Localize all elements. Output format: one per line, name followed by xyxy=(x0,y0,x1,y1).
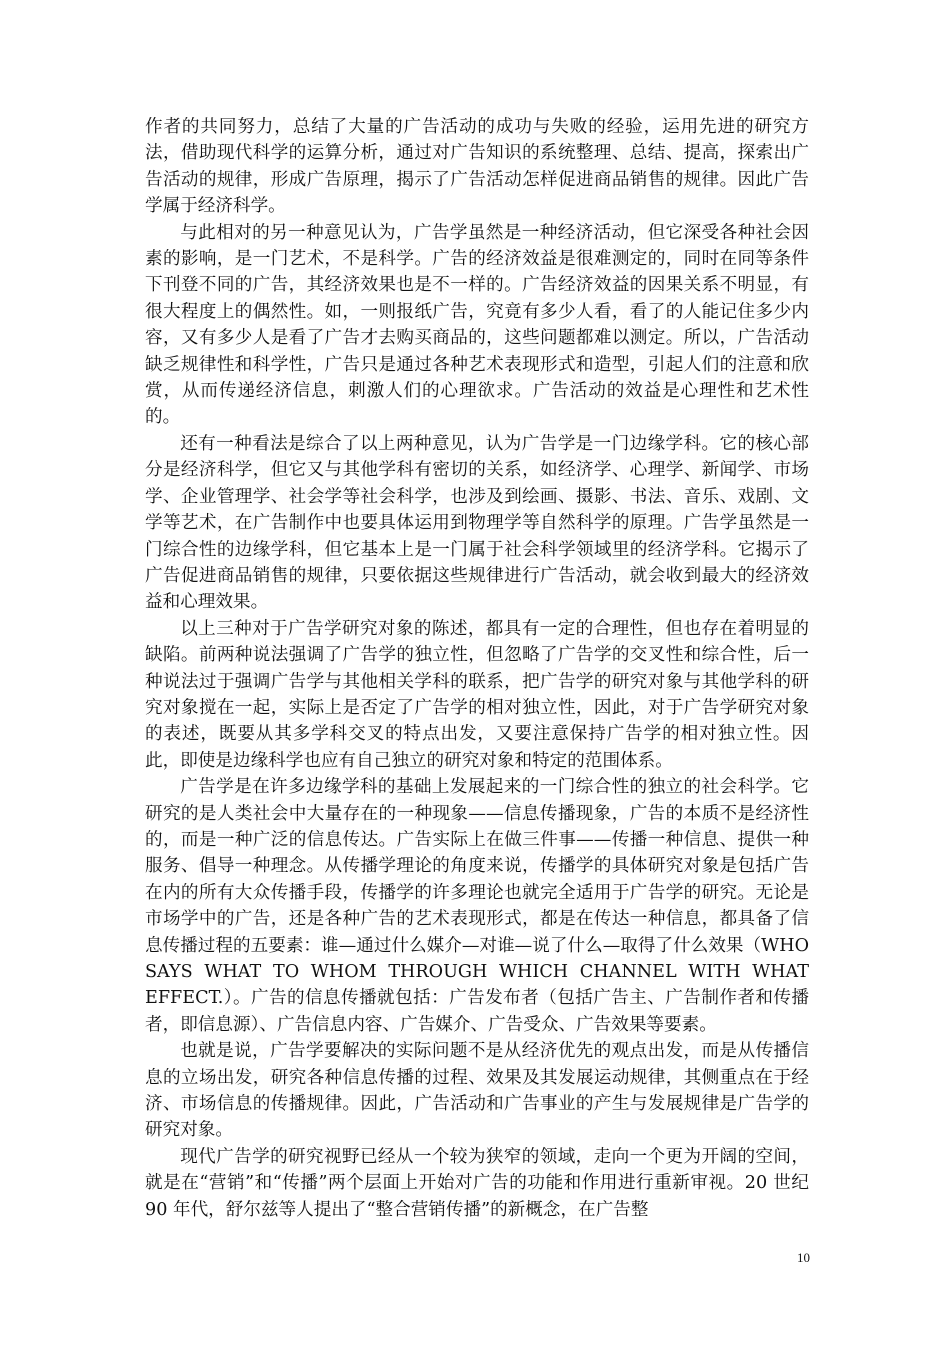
paragraph-1: 作者的共同努力，总结了大量的广告活动的成功与失败的经验，运用先进的研究方法，借助现代科学的运算分析，通过对广告知识的系统整理、总结、提高，探索出广告活动的规律，形成广告原理，揭示了广告活动怎样促进商品销售的规律。因此广告学属于经济科学。 xyxy=(145,117,809,217)
paragraph-4: 以上三种对于广告学研究对象的陈述，都具有一定的合理性，但也存在着明显的缺陷。前两种说法强调了广告学的独立性，但忽略了广告学的交叉性和综合性，后一种说法过于强调广告学与其他相关学科的联系，把广告学的研究对象与其他学科的研究对象搅在一起，实际上是否定了广告学的相对独立性，因此，对于广告学研究对象的表述，既要从其多学科交叉的特点出发，又要注意保持广告学的相对独立性。因此，即使是边缘科学也应有自己独立的研究对象和特定的范围体系。 xyxy=(145,618,809,771)
body-text xyxy=(145,114,809,1223)
paragraph-6: 也就是说，广告学要解决的实际问题不是从经济优先的观点出发，而是从传播信息的立场出发，研究各种信息传播的过程、效果及其发展运动规律，其侧重点在于经济、市场信息的传播规律。因此，广告活动和广告事业的产生与发展规律是广告学的研究对象。 xyxy=(145,1041,809,1141)
paragraph-3: 还有一种看法是综合了以上两种意见，认为广告学是一门边缘学科。它的核心部分是经济科学，但它又与其他学科有密切的关系，如经济学、心理学、新闻学、市场学、企业管理学、社会学等社会科学，也涉及到绘画、摄影、书法、音乐、戏剧、文学等艺术，在广告制作中也要具体运用到物理学等自然科学的原理。广告学虽然是一门综合性的边缘学科，但它基本上是一门属于社会科学领域里的经济学科。它揭示了广告促进商品销售的规律，只要依据这些规律进行广告活动，就会收到最大的经济效益和心理效果。 xyxy=(145,433,809,613)
paragraph-5: 广告学是在许多边缘学科的基础上发展起来的一门综合性的独立的社会科学。它研究的是人类社会中大量存在的一种现象——信息传播现象，广告的本质不是经济性的，而是一种广泛的信息传达。广告实际上在做三件事——传播一种信息、提供一种服务、倡导一种理念。从传播学理论的角度来说，传播学的具体研究对象是包括广告在内的所有大众传播手段，传播学的许多理论也就完全适用于广告学的研究。无论是市场学中的广告，还是各种广告的艺术表现形式，都是在传达一种信息，都具备了信息传播过程的五要素：谁—通过什么媒介—对谁—说了什么—取得了什么效果（WHO SAYS WHAT TO WHOM THROUGH WHICH CHANNEL WITH WHAT EFFECT.）。广告的信息传播就包括：广告发布者（包括广告主、广告制作者和传播者，即信息源）、广告信息内容、广告媒介、广告受众、广告效果等要素。 xyxy=(145,777,809,1035)
page-number: 10 xyxy=(797,1250,810,1265)
paragraph-7: 现代广告学的研究视野已经从一个较为狭窄的领域，走向一个更为开阔的空间，就是在“营销”和“传播”两个层面上开始对广告的功能和作用进行重新审视。20 世纪 90 年代，舒尔兹等人提出了“整合营销传播”的新概念，在广告整 xyxy=(145,1146,809,1220)
paragraph-2: 与此相对的另一种意见认为，广告学虽然是一种经济活动，但它深受各种社会因素的影响，是一门艺术，不是科学。广告的经济效益是很难测定的，同时在同等条件下刊登不同的广告，其经济效果也是不一样的。广告经济效益的因果关系不明显，有很大程度上的偶然性。如，一则报纸广告，究竟有多少人看，看了的人能记住多少内容，又有多少人是看了广告才去购买商品的，这些问题都难以测定。所以，广告活动缺乏规律性和科学性，广告只是通过各种艺术表现形式和造型，引起人们的注意和欣赏，从而传递经济信息，刺激人们的心理欲求。广告活动的效益是心理性和艺术性的。 xyxy=(145,222,809,428)
